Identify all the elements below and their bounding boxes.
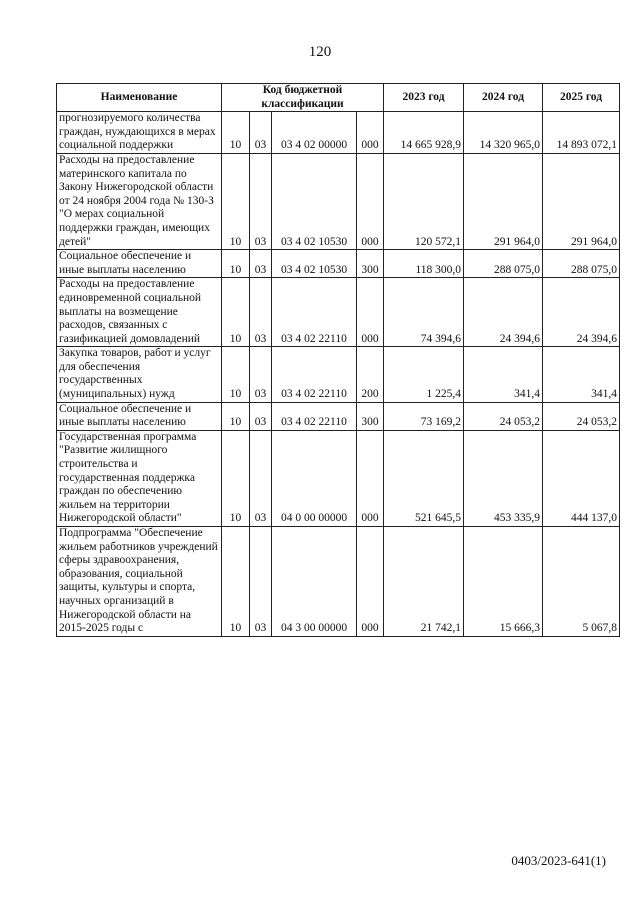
row-target: 04 0 00 00000: [272, 430, 357, 526]
row-expense: 000: [357, 112, 384, 154]
table-row: [57, 278, 620, 347]
row-section: 10: [222, 250, 250, 278]
row-2024: 291 964,0: [464, 153, 543, 249]
table-row: [57, 430, 620, 526]
row-expense: 300: [357, 402, 384, 430]
document-code: 0403/2023-641(1): [511, 853, 606, 868]
row-target: 04 3 00 00000: [272, 527, 357, 637]
row-name: Социальное обеспечение и иные выплаты населению: [57, 250, 222, 278]
row-2023: 73 169,2: [384, 402, 464, 430]
row-section: 10: [222, 347, 250, 402]
row-target: 03 4 02 10530: [272, 250, 357, 278]
row-subsection: 03: [250, 112, 272, 154]
row-expense: 000: [357, 527, 384, 637]
row-2023: 1 225,4: [384, 347, 464, 402]
table-row: [57, 347, 620, 402]
row-section: 10: [222, 402, 250, 430]
row-subsection: 03: [250, 278, 272, 347]
row-name: Государственная программа "Развитие жилищного строительства и государственная поддержка граждан по обеспечению жильем на территории Нижегородской области": [57, 430, 222, 526]
row-target: 03 4 02 22110: [272, 347, 357, 402]
row-2024: 14 320 965,0: [464, 112, 543, 154]
row-subsection: 03: [250, 250, 272, 278]
row-target: 03 4 02 00000: [272, 112, 357, 154]
header-code: Код бюджетной классификации: [222, 84, 384, 112]
row-2025: 5 067,8: [543, 527, 620, 637]
row-2024: 453 335,9: [464, 430, 543, 526]
table-row: [57, 402, 620, 430]
row-2023: 14 665 928,9: [384, 112, 464, 154]
table-row: [57, 527, 620, 637]
row-2024: 24 394,6: [464, 278, 543, 347]
row-section: 10: [222, 153, 250, 249]
row-2024: 15 666,3: [464, 527, 543, 637]
row-2023: 21 742,1: [384, 527, 464, 637]
row-name: Расходы на предоставление единовременной социальной выплаты на возмещение расходов, связанных с газификацией домовладений: [57, 278, 222, 347]
row-2024: 341,4: [464, 347, 543, 402]
table-row: [57, 153, 620, 249]
row-2025: 444 137,0: [543, 430, 620, 526]
row-target: 03 4 02 10530: [272, 153, 357, 249]
row-2025: 24 053,2: [543, 402, 620, 430]
row-name: Закупка товаров, работ и услуг для обеспечения государственных (муниципальных) нужд: [57, 347, 222, 402]
header-2023: 2023 год: [384, 84, 464, 112]
row-expense: 000: [357, 430, 384, 526]
row-expense: 000: [357, 278, 384, 347]
row-2025: 341,4: [543, 347, 620, 402]
row-subsection: 03: [250, 527, 272, 637]
row-section: 10: [222, 278, 250, 347]
row-subsection: 03: [250, 153, 272, 249]
row-2023: 521 645,5: [384, 430, 464, 526]
budget-table: [56, 83, 620, 637]
row-2023: 120 572,1: [384, 153, 464, 249]
header-2024: 2024 год: [464, 84, 543, 112]
row-section: 10: [222, 527, 250, 637]
row-expense: 000: [357, 153, 384, 249]
row-target: 03 4 02 22110: [272, 278, 357, 347]
row-name: Подпрограмма "Обеспечение жильем работников учреждений сферы здравоохранения, образования, социальной защиты, культуры и спорта, научных организаций в Нижегородской области на 2015-2025 годы с: [57, 527, 222, 637]
row-2023: 74 394,6: [384, 278, 464, 347]
header-2025: 2025 год: [543, 84, 620, 112]
row-name: Социальное обеспечение и иные выплаты населению: [57, 402, 222, 430]
row-2025: 24 394,6: [543, 278, 620, 347]
row-2025: 291 964,0: [543, 153, 620, 249]
table-row: [57, 112, 620, 154]
row-2025: 288 075,0: [543, 250, 620, 278]
row-expense: 300: [357, 250, 384, 278]
table-row: [57, 250, 620, 278]
row-2023: 118 300,0: [384, 250, 464, 278]
row-subsection: 03: [250, 402, 272, 430]
row-section: 10: [222, 430, 250, 526]
row-2025: 14 893 072,1: [543, 112, 620, 154]
row-name: прогнозируемого количества граждан, нуждающихся в мерах социальной поддержки: [57, 112, 222, 154]
row-section: 10: [222, 112, 250, 154]
row-target: 03 4 02 22110: [272, 402, 357, 430]
row-expense: 200: [357, 347, 384, 402]
header-name: Наименование: [57, 84, 222, 112]
page-number: 120: [308, 44, 332, 60]
row-subsection: 03: [250, 347, 272, 402]
row-subsection: 03: [250, 430, 272, 526]
row-name: Расходы на предоставление материнского капитала по Закону Нижегородской области от 24 ноября 2004 года № 130-З "О мерах социальной поддержки граждан, имеющих детей": [57, 153, 222, 249]
row-2024: 24 053,2: [464, 402, 543, 430]
table-header-row: [57, 84, 620, 112]
row-2024: 288 075,0: [464, 250, 543, 278]
